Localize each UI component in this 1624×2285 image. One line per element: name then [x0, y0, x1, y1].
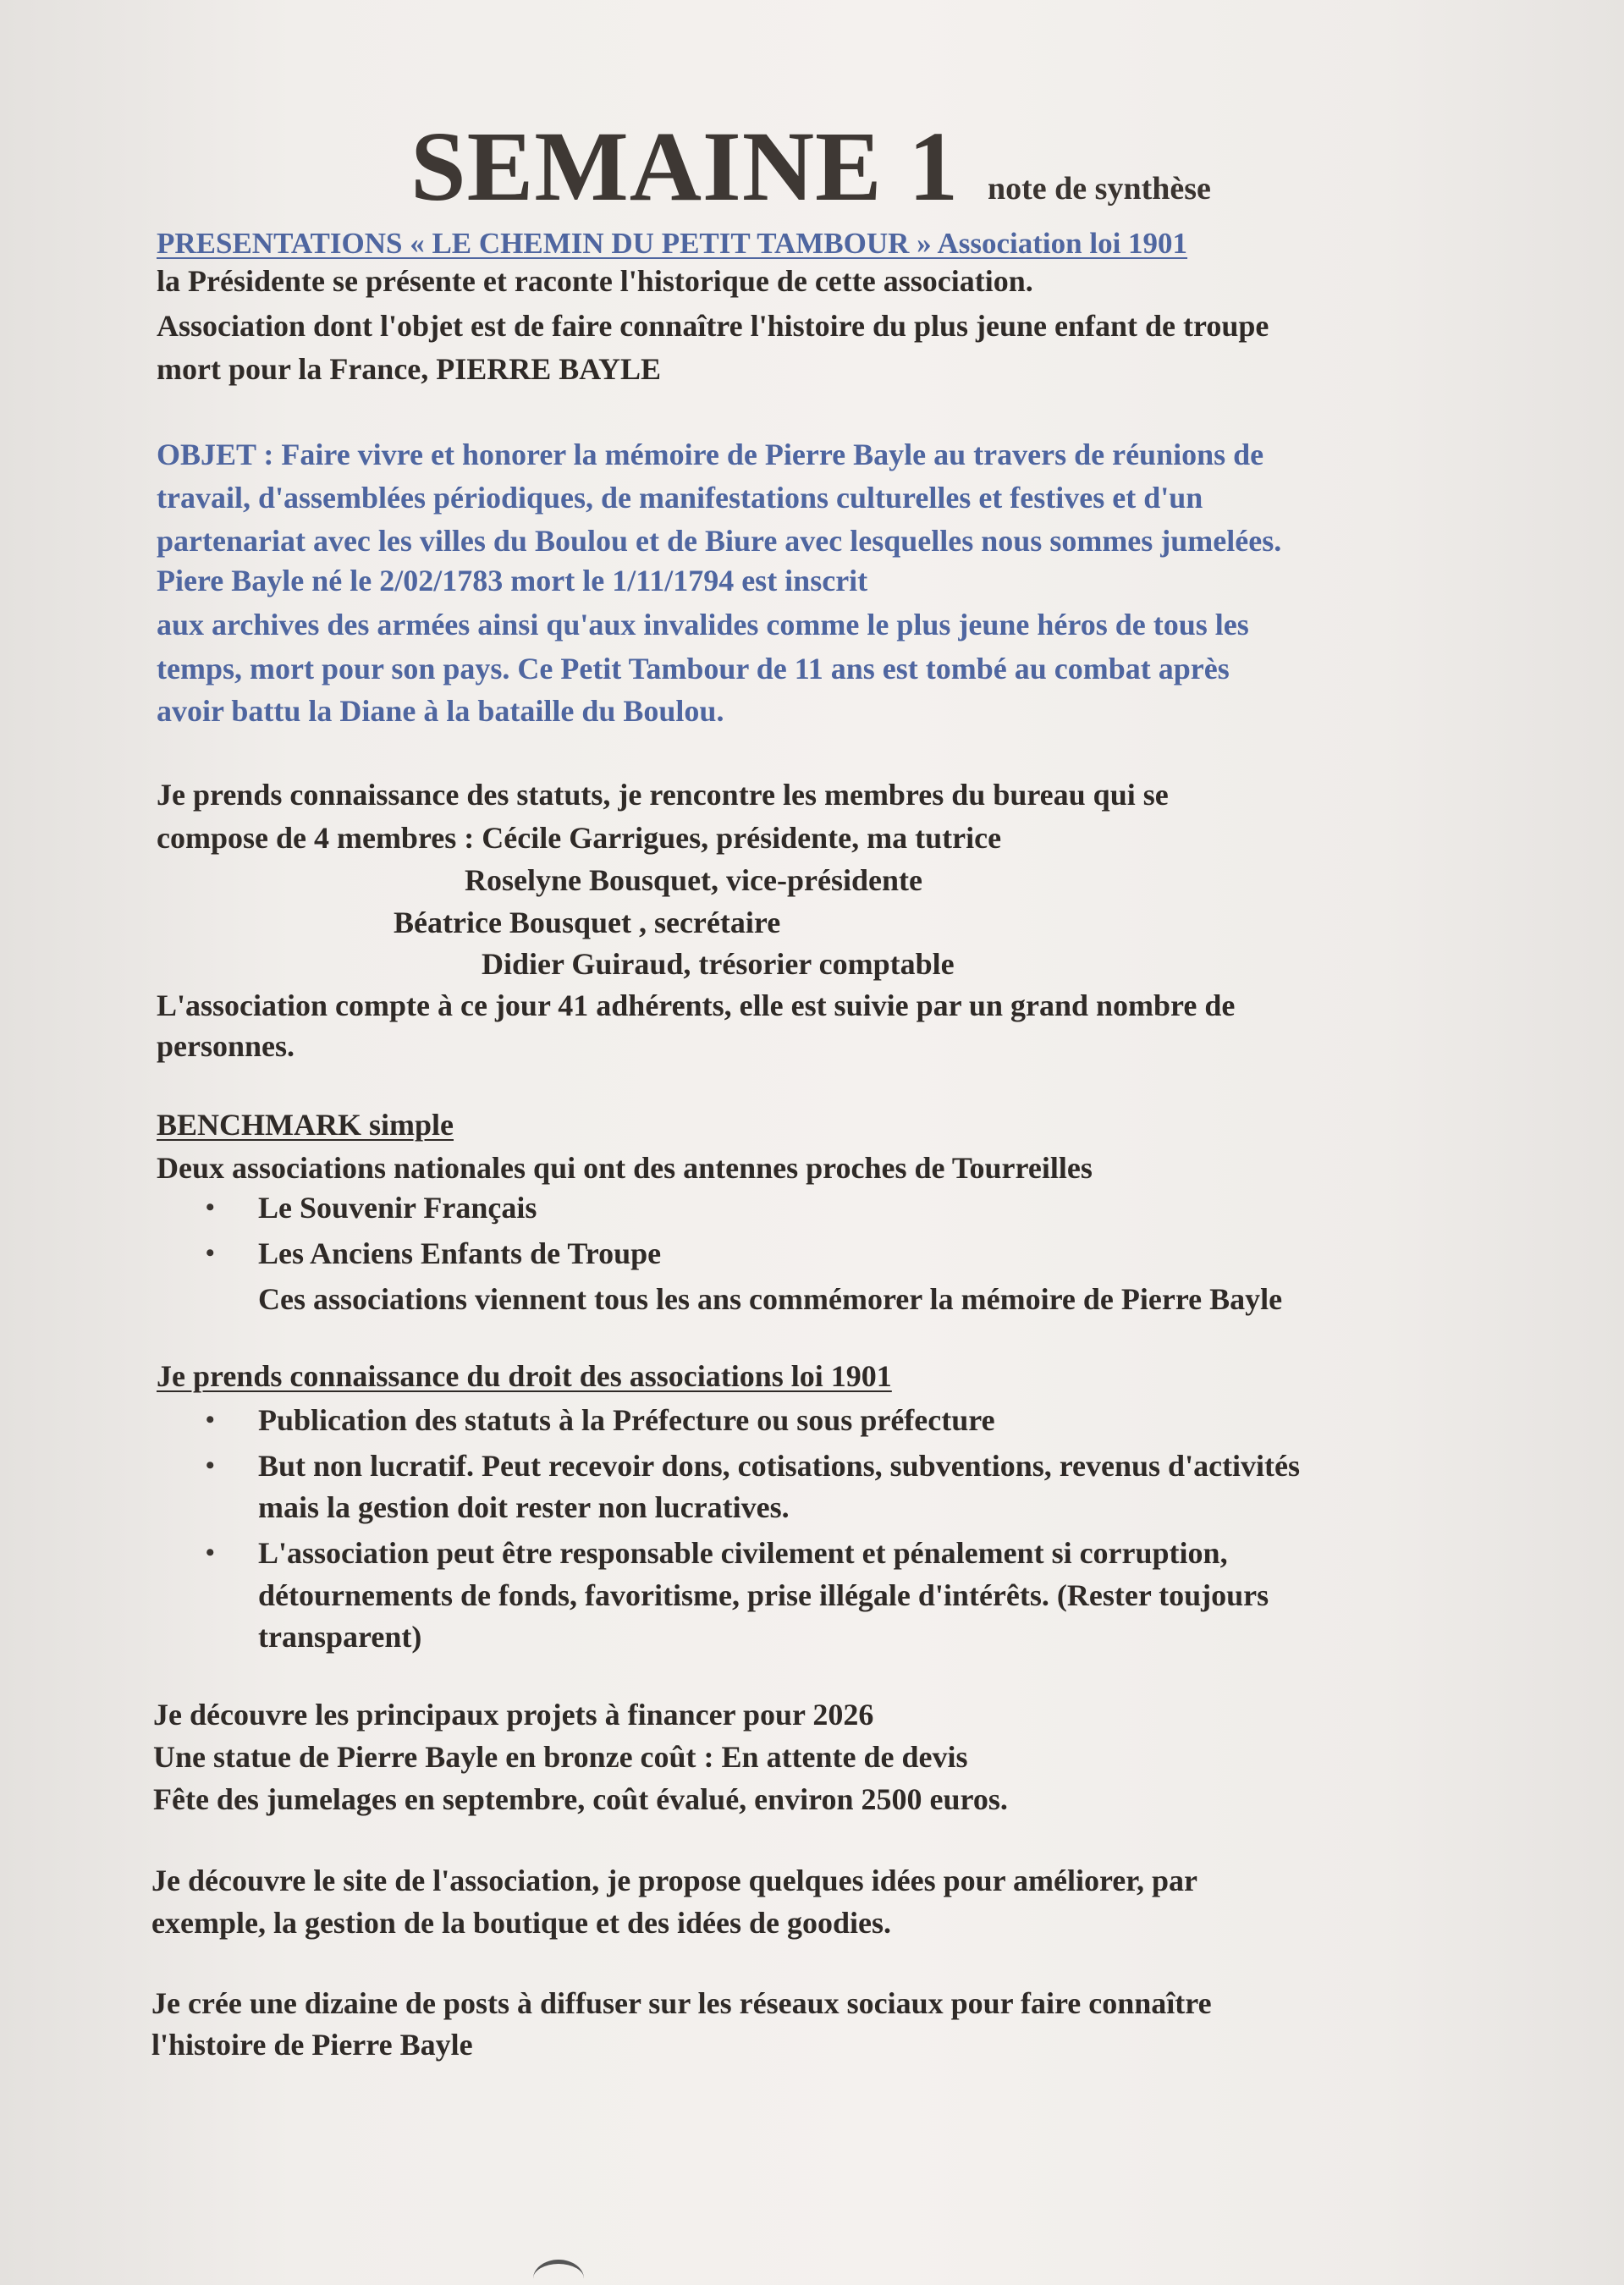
- projets-line: Je découvre les principaux projets à financer pour 2026: [153, 1698, 874, 1732]
- page-subtitle: note de synthèse: [988, 171, 1211, 206]
- droit-item: Publication des statuts à la Préfecture ou sous préfecture: [258, 1403, 995, 1437]
- adherents-line: personnes.: [157, 1029, 295, 1063]
- droit-item: mais la gestion doit rester non lucratives.: [258, 1490, 790, 1524]
- benchmark-note: Ces associations viennent tous les ans commémorer la mémoire de Pierre Bayle: [258, 1282, 1283, 1316]
- projets-line: Une statue de Pierre Bayle en bronze coût : En attente de devis: [153, 1740, 968, 1774]
- site-line: exemple, la gestion de la boutique et des idées de goodies.: [151, 1906, 891, 1940]
- benchmark-item: Le Souvenir Français: [258, 1191, 537, 1225]
- page-mark: [533, 2260, 584, 2285]
- droit-item: But non lucratif. Peut recevoir dons, cotisations, subventions, revenus d'activités: [258, 1449, 1301, 1483]
- bureau-member: Roselyne Bousquet, vice-présidente: [465, 863, 922, 897]
- presentation-line: la Présidente se présente et raconte l'historique de cette association.: [157, 264, 1033, 298]
- objet-line: aux archives des armées ainsi qu'aux invalides comme le plus jeune héros de tous les: [157, 608, 1249, 641]
- site-line: Je découvre le site de l'association, je propose quelques idées pour améliorer, par: [151, 1864, 1197, 1897]
- objet-line: avoir battu la Diane à la bataille du Boulou.: [157, 694, 724, 728]
- bureau-member: Béatrice Bousquet , secrétaire: [394, 906, 781, 939]
- presentation-line: Association dont l'objet est de faire connaître l'histoire du plus jeune enfant de troupe: [157, 309, 1269, 343]
- posts-line: l'histoire de Pierre Bayle: [151, 2028, 473, 2062]
- objet-line: partenariat avec les villes du Boulou et de Biure avec lesquelles nous sommes jumelées.: [157, 524, 1282, 558]
- posts-line: Je crée une dizaine de posts à diffuser sur les réseaux sociaux pour faire connaître: [151, 1986, 1212, 2020]
- bullet-icon: •: [206, 1239, 215, 1267]
- projets-line: Fête des jumelages en septembre, coût évalué, environ 2500 euros.: [153, 1782, 1008, 1816]
- bullet-icon: •: [206, 1539, 215, 1566]
- adherents-line: L'association compte à ce jour 41 adhérents, elle est suivie par un grand nombre de: [157, 988, 1236, 1022]
- objet-line: travail, d'assemblées périodiques, de manifestations culturelles et festives et d'un: [157, 481, 1203, 515]
- droit-item: transparent): [258, 1620, 422, 1654]
- benchmark-intro: Deux associations nationales qui ont des antennes proches de Tourreilles: [157, 1151, 1093, 1185]
- presentation-header: PRESENTATIONS « LE CHEMIN DU PETIT TAMBOUR » Association loi 1901: [157, 227, 1188, 260]
- benchmark-item: Les Anciens Enfants de Troupe: [258, 1236, 662, 1270]
- droit-item: L'association peut être responsable civilement et pénalement si corruption,: [258, 1536, 1228, 1570]
- bullet-icon: •: [206, 1193, 215, 1221]
- bullet-icon: •: [206, 1406, 215, 1434]
- objet-line: OBJET : Faire vivre et honorer la mémoire de Pierre Bayle au travers de réunions de: [157, 438, 1264, 471]
- objet-line: temps, mort pour son pays. Ce Petit Tambour de 11 ans est tombé au combat après: [157, 652, 1230, 686]
- bullet-icon: •: [206, 1451, 215, 1479]
- droit-item: détournements de fonds, favoritisme, prise illégale d'intérêts. (Rester toujours: [258, 1578, 1269, 1612]
- benchmark-header: BENCHMARK simple: [157, 1108, 454, 1142]
- presentation-line: mort pour la France, PIERRE BAYLE: [157, 352, 662, 386]
- objet-line: Piere Bayle né le 2/02/1783 mort le 1/11/1794 est inscrit: [157, 564, 868, 597]
- droit-header: Je prends connaissance du droit des associations loi 1901: [157, 1359, 892, 1393]
- bureau-member: Didier Guiraud, trésorier comptable: [482, 947, 955, 981]
- statuts-line: Je prends connaissance des statuts, je rencontre les membres du bureau qui se: [157, 778, 1169, 812]
- statuts-line: compose de 4 membres : Cécile Garrigues, présidente, ma tutrice: [157, 821, 1002, 855]
- page-title: SEMAINE 1: [410, 111, 960, 222]
